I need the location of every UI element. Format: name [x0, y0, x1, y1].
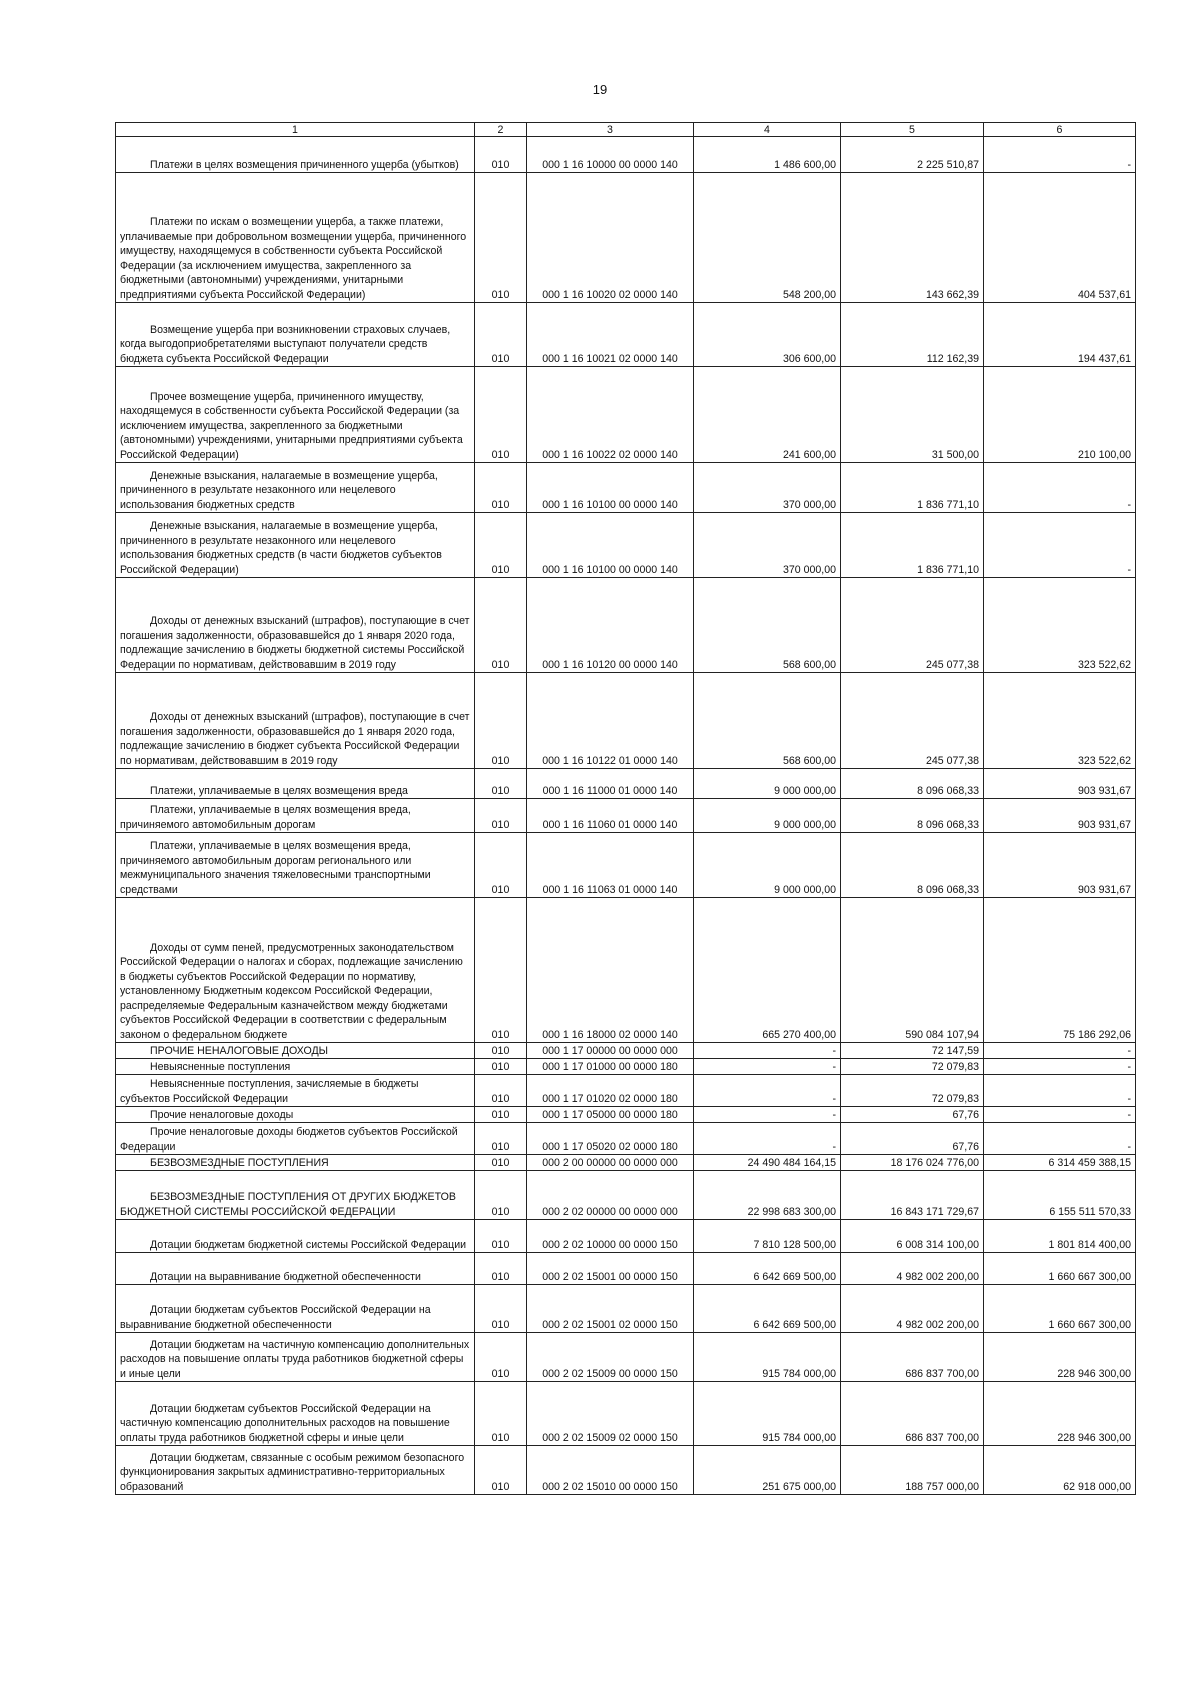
row-unexecuted: 228 946 300,00	[984, 1382, 1136, 1446]
row-approved: 6 642 669 500,00	[694, 1253, 841, 1285]
row-line-code: 010	[475, 898, 527, 1043]
row-approved: -	[694, 1075, 841, 1107]
row-budget-code: 000 1 17 05020 02 0000 180	[527, 1123, 694, 1155]
row-unexecuted: -	[984, 1075, 1136, 1107]
table-row	[116, 1043, 1136, 1059]
row-budget-code: 000 1 16 10100 00 0000 140	[527, 463, 694, 513]
header-col-6: 6	[984, 123, 1136, 137]
row-name-text: Платежи, уплачиваемые в целях возмещения вреда, причиняемого автомобильным дорогам	[120, 804, 411, 831]
row-approved: 6 642 669 500,00	[694, 1285, 841, 1333]
row-executed: 686 837 700,00	[841, 1333, 984, 1382]
row-budget-code: 000 1 16 10021 02 0000 140	[527, 303, 694, 367]
row-name	[116, 1253, 475, 1285]
row-executed: 245 077,38	[841, 673, 984, 769]
table-row	[116, 898, 1136, 1043]
row-line-code: 010	[475, 513, 527, 578]
row-budget-code: 000 1 16 10122 01 0000 140	[527, 673, 694, 769]
row-unexecuted: 404 537,61	[984, 173, 1136, 303]
table-row	[116, 173, 1136, 303]
row-name	[116, 173, 475, 303]
page-number: 19	[592, 82, 608, 97]
row-name-text: Возмещение ущерба при возникновении страховых случаев, когда выгодоприобретателями выступают получатели средств бюджета субъекта Российской Федерации	[120, 323, 451, 365]
row-unexecuted: -	[984, 1123, 1136, 1155]
table-row	[116, 1123, 1136, 1155]
row-name	[116, 1059, 475, 1075]
row-budget-code: 000 1 16 11063 01 0000 140	[527, 833, 694, 898]
row-name-text: Прочие неналоговые доходы бюджетов субъектов Российской Федерации	[120, 1126, 458, 1153]
row-executed: 31 500,00	[841, 367, 984, 463]
row-unexecuted: -	[984, 1059, 1136, 1075]
row-unexecuted: -	[984, 137, 1136, 173]
row-budget-code: 000 1 16 11000 01 0000 140	[527, 769, 694, 799]
row-line-code: 010	[475, 1075, 527, 1107]
row-executed: 72 147,59	[841, 1043, 984, 1059]
row-budget-code: 000 1 16 10100 00 0000 140	[527, 513, 694, 578]
table-row	[116, 303, 1136, 367]
table-row	[116, 769, 1136, 799]
row-approved: 1 486 600,00	[694, 137, 841, 173]
row-name-text: Доходы от денежных взысканий (штрафов), поступающие в счет погашения задолженности, образовавшейся до 1 января 2020 года, подлежащие зачислению в бюджеты бюджетной системы Российской Федерации по нормативам, действовавшим в 2019 году	[120, 615, 470, 671]
row-line-code: 010	[475, 833, 527, 898]
row-executed: 16 843 171 729,67	[841, 1171, 984, 1220]
row-line-code: 010	[475, 303, 527, 367]
row-name	[116, 833, 475, 898]
row-unexecuted: 323 522,62	[984, 578, 1136, 673]
row-approved: 251 675 000,00	[694, 1446, 841, 1495]
row-budget-code: 000 1 17 00000 00 0000 000	[527, 1043, 694, 1059]
row-approved: 568 600,00	[694, 578, 841, 673]
header-row	[116, 123, 1136, 137]
row-name	[116, 1107, 475, 1123]
row-name-text: Доходы от сумм пеней, предусмотренных законодательством Российской Федерации о налогах и сборах, подлежащие зачислению в бюджеты субъектов Российской Федерации по нормативу, установленному Бюджетным кодексом Российской Федерации, распределяемые Федеральным казначейством между бюджетами субъектов Российской Федерации в соответствии с федеральным законом о федеральном бюджете	[120, 941, 463, 1041]
row-unexecuted: 75 186 292,06	[984, 898, 1136, 1043]
row-name	[116, 1220, 475, 1253]
row-executed: 72 079,83	[841, 1059, 984, 1075]
row-approved: 9 000 000,00	[694, 799, 841, 833]
row-approved: -	[694, 1043, 841, 1059]
row-line-code: 010	[475, 1446, 527, 1495]
row-name-text: Платежи, уплачиваемые в целях возмещения вреда	[150, 784, 408, 797]
row-line-code: 010	[475, 173, 527, 303]
row-budget-code: 000 2 02 15001 02 0000 150	[527, 1285, 694, 1333]
table-row	[116, 463, 1136, 513]
table-row	[116, 673, 1136, 769]
row-budget-code: 000 1 16 11060 01 0000 140	[527, 799, 694, 833]
table-row	[116, 1333, 1136, 1382]
row-budget-code: 000 2 02 15009 02 0000 150	[527, 1382, 694, 1446]
row-budget-code: 000 2 02 00000 00 0000 000	[527, 1171, 694, 1220]
table-row	[116, 1220, 1136, 1253]
row-executed: 590 084 107,94	[841, 898, 984, 1043]
row-line-code: 010	[475, 1059, 527, 1075]
row-executed: 188 757 000,00	[841, 1446, 984, 1495]
table-body	[116, 137, 1136, 1495]
row-name	[116, 1446, 475, 1495]
row-executed: 18 176 024 776,00	[841, 1155, 984, 1171]
table-row	[116, 1171, 1136, 1220]
row-name-text: ПРОЧИЕ НЕНАЛОГОВЫЕ ДОХОДЫ	[150, 1044, 329, 1057]
row-executed: 4 982 002 200,00	[841, 1253, 984, 1285]
table-row	[116, 367, 1136, 463]
row-executed: 67,76	[841, 1123, 984, 1155]
row-budget-code: 000 1 17 01020 02 0000 180	[527, 1075, 694, 1107]
row-name	[116, 1382, 475, 1446]
row-unexecuted: 194 437,61	[984, 303, 1136, 367]
row-unexecuted: 1 660 667 300,00	[984, 1285, 1136, 1333]
row-unexecuted: -	[984, 513, 1136, 578]
row-approved: -	[694, 1123, 841, 1155]
header-col-5: 5	[841, 123, 984, 137]
row-name	[116, 367, 475, 463]
row-budget-code: 000 2 02 15001 00 0000 150	[527, 1253, 694, 1285]
row-line-code: 010	[475, 673, 527, 769]
row-line-code: 010	[475, 1171, 527, 1220]
table-row	[116, 799, 1136, 833]
row-line-code: 010	[475, 578, 527, 673]
row-line-code: 010	[475, 1253, 527, 1285]
row-executed: 143 662,39	[841, 173, 984, 303]
row-name-text: Платежи по искам о возмещении ущерба, а также платежи, уплачиваемые при добровольном возмещении ущерба, причиненного имуществу, находящемуся в собственности субъекта Российской Федерации (за исключением имущества, закрепленного за бюджетными (автономными) учреждениями, унитарными предприятиями субъекта Российской Федерации)	[120, 216, 467, 301]
row-line-code: 010	[475, 1155, 527, 1171]
row-unexecuted: 903 931,67	[984, 799, 1136, 833]
row-line-code: 010	[475, 1220, 527, 1253]
row-approved: 9 000 000,00	[694, 833, 841, 898]
row-name	[116, 898, 475, 1043]
table-row	[116, 1253, 1136, 1285]
row-executed: 112 162,39	[841, 303, 984, 367]
row-executed: 2 225 510,87	[841, 137, 984, 173]
row-name	[116, 1333, 475, 1382]
row-executed: 8 096 068,33	[841, 833, 984, 898]
table-row	[116, 1155, 1136, 1171]
table-row	[116, 1382, 1136, 1446]
row-approved: 548 200,00	[694, 173, 841, 303]
row-approved: -	[694, 1107, 841, 1123]
row-line-code: 010	[475, 1382, 527, 1446]
row-budget-code: 000 1 16 10120 00 0000 140	[527, 578, 694, 673]
row-budget-code: 000 1 16 10000 00 0000 140	[527, 137, 694, 173]
row-approved: 915 784 000,00	[694, 1382, 841, 1446]
row-name-text: Прочие неналоговые доходы	[150, 1108, 294, 1121]
header-col-4: 4	[694, 123, 841, 137]
row-name	[116, 799, 475, 833]
row-name-text: Дотации бюджетам субъектов Российской Федерации на выравнивание бюджетной обеспеченности	[120, 1304, 431, 1331]
row-name	[116, 578, 475, 673]
row-unexecuted: -	[984, 1043, 1136, 1059]
row-name	[116, 1155, 475, 1171]
table-row	[116, 578, 1136, 673]
row-executed: 686 837 700,00	[841, 1382, 984, 1446]
row-line-code: 010	[475, 1285, 527, 1333]
row-budget-code: 000 2 02 15009 00 0000 150	[527, 1333, 694, 1382]
row-name	[116, 1075, 475, 1107]
row-unexecuted: 228 946 300,00	[984, 1333, 1136, 1382]
row-approved: 915 784 000,00	[694, 1333, 841, 1382]
row-budget-code: 000 1 16 10020 02 0000 140	[527, 173, 694, 303]
row-name	[116, 1043, 475, 1059]
row-budget-code: 000 2 02 10000 00 0000 150	[527, 1220, 694, 1253]
table-row	[116, 137, 1136, 173]
row-line-code: 010	[475, 1107, 527, 1123]
row-name	[116, 769, 475, 799]
row-approved: 665 270 400,00	[694, 898, 841, 1043]
row-budget-code: 000 1 16 10022 02 0000 140	[527, 367, 694, 463]
row-executed: 72 079,83	[841, 1075, 984, 1107]
table-row	[116, 833, 1136, 898]
row-name	[116, 303, 475, 367]
row-name	[116, 513, 475, 578]
row-unexecuted: 62 918 000,00	[984, 1446, 1136, 1495]
row-executed: 8 096 068,33	[841, 769, 984, 799]
row-budget-code: 000 2 02 15010 00 0000 150	[527, 1446, 694, 1495]
row-approved: 568 600,00	[694, 673, 841, 769]
row-name-text: Дотации бюджетам субъектов Российской Федерации на частичную компенсацию дополнительных расходов на повышение оплаты труда работников бюджетной сферы и иные цели	[120, 1402, 450, 1444]
row-approved: 370 000,00	[694, 513, 841, 578]
row-name-text: Платежи в целях возмещения причиненного ущерба (убытков)	[150, 158, 459, 171]
row-name-text: БЕЗВОЗМЕЗДНЫЕ ПОСТУПЛЕНИЯ ОТ ДРУГИХ БЮДЖЕТОВ БЮДЖЕТНОЙ СИСТЕМЫ РОССИЙСКОЙ ФЕДЕРАЦИИ	[120, 1191, 456, 1218]
row-name	[116, 137, 475, 173]
row-name	[116, 1123, 475, 1155]
row-approved: 24 490 484 164,15	[694, 1155, 841, 1171]
row-unexecuted: 323 522,62	[984, 673, 1136, 769]
row-executed: 1 836 771,10	[841, 463, 984, 513]
row-unexecuted: 6 155 511 570,33	[984, 1171, 1136, 1220]
row-approved: -	[694, 1059, 841, 1075]
row-approved: 370 000,00	[694, 463, 841, 513]
row-name-text: Невыясненные поступления	[150, 1060, 291, 1073]
row-name-text: Дотации на выравнивание бюджетной обеспеченности	[150, 1270, 421, 1283]
row-name-text: Доходы от денежных взысканий (штрафов), поступающие в счет погашения задолженности, образовавшейся до 1 января 2020 года, подлежащие зачислению в бюджет субъекта Российской Федерации по нормативам, действовавшим в 2019 году	[120, 711, 470, 767]
row-executed: 8 096 068,33	[841, 799, 984, 833]
row-name-text: Прочее возмещение ущерба, причиненного имуществу, находящемуся в собственности субъекта Российской Федерации (за исключением имущества, закрепленного за бюджетными (автономными) учреждениями, унитарными предприятиями субъекта Российской Федерации)	[120, 390, 463, 461]
row-unexecuted: 6 314 459 388,15	[984, 1155, 1136, 1171]
row-name-text: Платежи, уплачиваемые в целях возмещения вреда, причиняемого автомобильным дорогам регионального или межмуниципального значения тяжеловесными транспортными средствами	[120, 840, 431, 896]
header-col-3: 3	[527, 123, 694, 137]
row-approved: 22 998 683 300,00	[694, 1171, 841, 1220]
row-budget-code: 000 1 17 01000 00 0000 180	[527, 1059, 694, 1075]
row-line-code: 010	[475, 769, 527, 799]
row-line-code: 010	[475, 1123, 527, 1155]
row-executed: 4 982 002 200,00	[841, 1285, 984, 1333]
table-row	[116, 513, 1136, 578]
row-name	[116, 673, 475, 769]
table-row	[116, 1107, 1136, 1123]
row-name-text: Дотации бюджетам на частичную компенсацию дополнительных расходов на повышение оплаты труда работников бюджетной сферы и иные цели	[120, 1338, 470, 1380]
row-line-code: 010	[475, 1333, 527, 1382]
row-name-text: Дотации бюджетам, связанные с особым режимом безопасного функционирования закрытых административно-территориальных образований	[120, 1451, 465, 1493]
row-line-code: 010	[475, 799, 527, 833]
row-approved: 9 000 000,00	[694, 769, 841, 799]
table-row	[116, 1285, 1136, 1333]
row-budget-code: 000 1 17 05000 00 0000 180	[527, 1107, 694, 1123]
row-name-text: БЕЗВОЗМЕЗДНЫЕ ПОСТУПЛЕНИЯ	[150, 1156, 329, 1169]
row-line-code: 010	[475, 137, 527, 173]
header-col-2: 2	[475, 123, 527, 137]
row-executed: 67,76	[841, 1107, 984, 1123]
row-unexecuted: 903 931,67	[984, 769, 1136, 799]
row-unexecuted: -	[984, 1107, 1136, 1123]
row-unexecuted: -	[984, 463, 1136, 513]
row-name-text: Денежные взыскания, налагаемые в возмещение ущерба, причиненного в результате незаконного или нецелевого использования бюджетных средств	[120, 469, 438, 511]
row-budget-code: 000 1 16 18000 02 0000 140	[527, 898, 694, 1043]
row-unexecuted: 1 801 814 400,00	[984, 1220, 1136, 1253]
row-line-code: 010	[475, 463, 527, 513]
header-col-1: 1	[116, 123, 475, 137]
row-name-text: Дотации бюджетам бюджетной системы Российской Федерации	[150, 1238, 467, 1251]
row-budget-code: 000 2 00 00000 00 0000 000	[527, 1155, 694, 1171]
table-row	[116, 1059, 1136, 1075]
row-executed: 245 077,38	[841, 578, 984, 673]
row-line-code: 010	[475, 1043, 527, 1059]
row-approved: 7 810 128 500,00	[694, 1220, 841, 1253]
table-row	[116, 1446, 1136, 1495]
row-name-text: Денежные взыскания, налагаемые в возмещение ущерба, причиненного в результате незаконного или нецелевого использования бюджетных средств (в части бюджетов субъектов Российской Федерации)	[120, 520, 442, 576]
row-name	[116, 1171, 475, 1220]
row-name	[116, 463, 475, 513]
row-approved: 241 600,00	[694, 367, 841, 463]
row-name-text: Невыясненные поступления, зачисляемые в бюджеты субъектов Российской Федерации	[120, 1078, 419, 1105]
row-approved: 306 600,00	[694, 303, 841, 367]
row-line-code: 010	[475, 367, 527, 463]
row-executed: 1 836 771,10	[841, 513, 984, 578]
row-unexecuted: 903 931,67	[984, 833, 1136, 898]
row-unexecuted: 210 100,00	[984, 367, 1136, 463]
table-row	[116, 1075, 1136, 1107]
budget-table	[115, 122, 1136, 1495]
row-unexecuted: 1 660 667 300,00	[984, 1253, 1136, 1285]
row-name	[116, 1285, 475, 1333]
row-executed: 6 008 314 100,00	[841, 1220, 984, 1253]
